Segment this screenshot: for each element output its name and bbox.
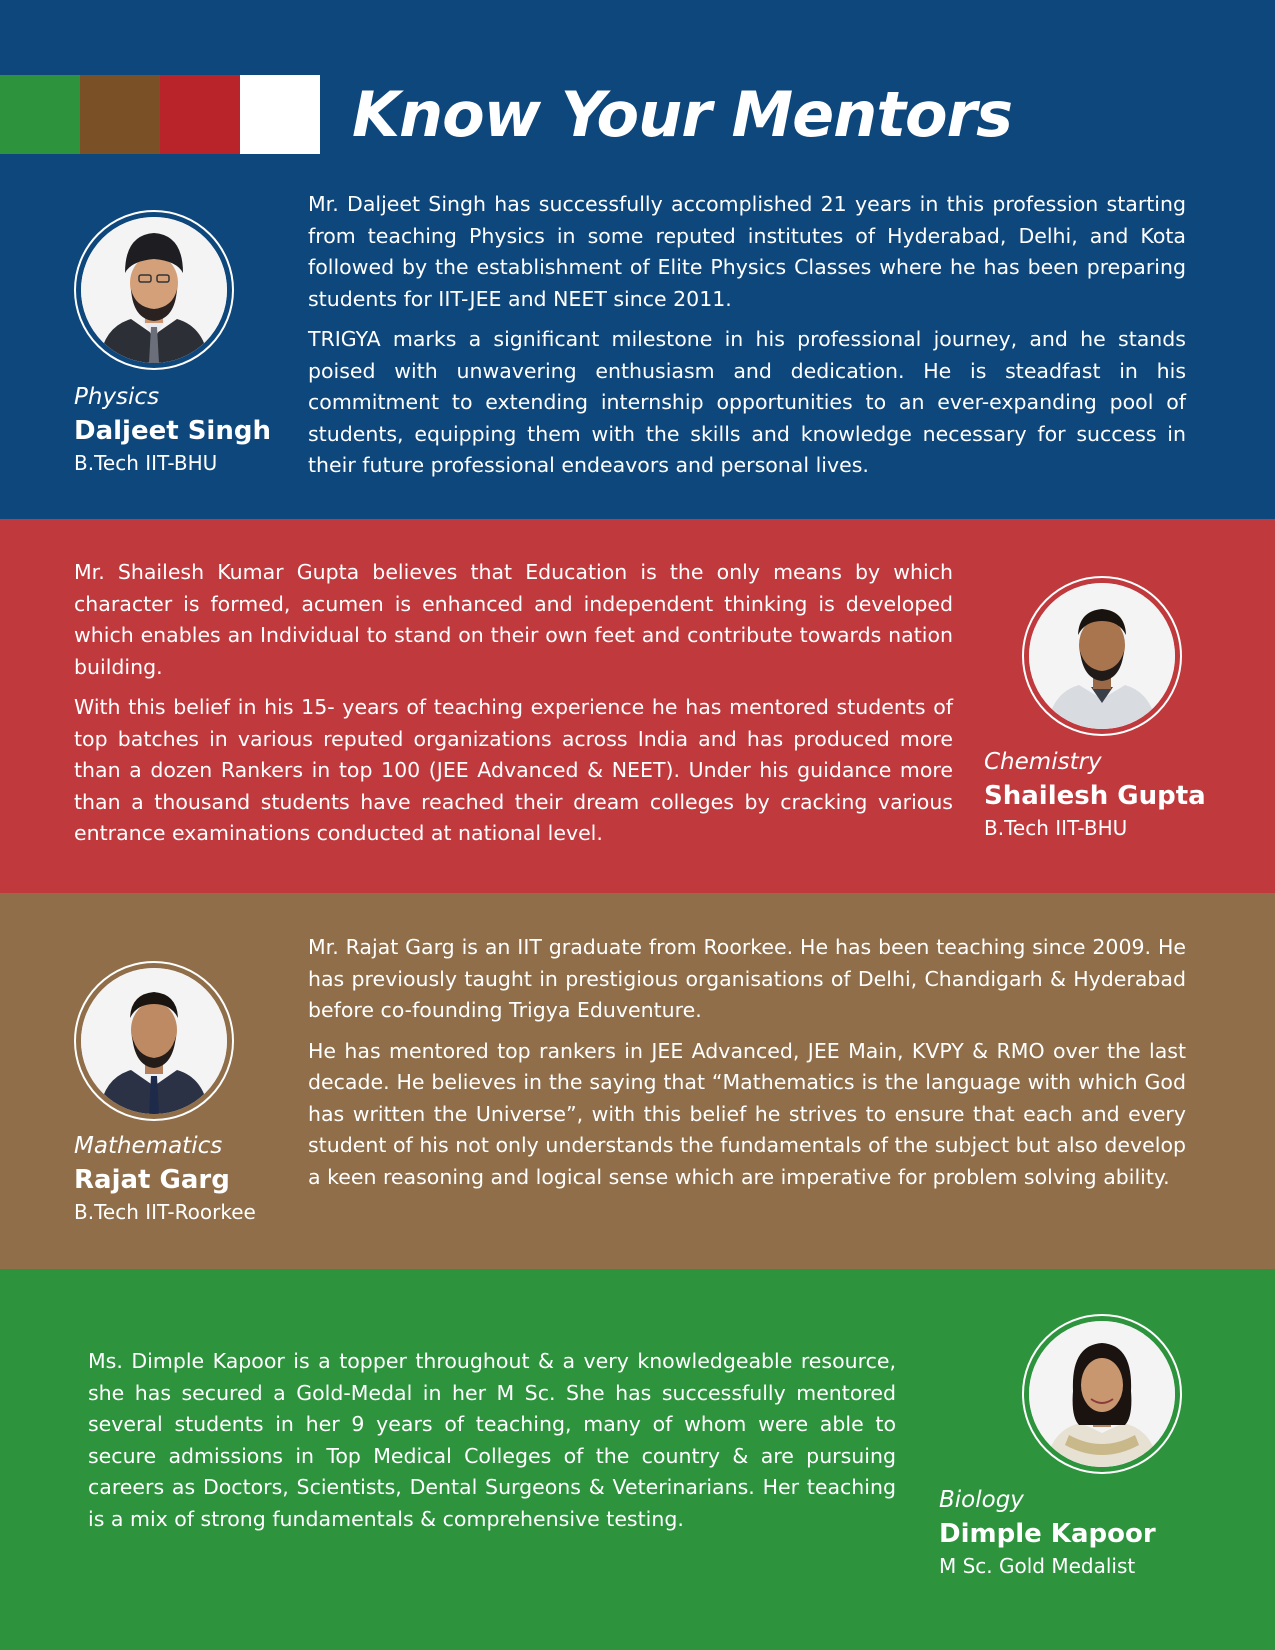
header-stripe-white — [240, 75, 320, 154]
mentor-photo-frame — [74, 210, 234, 370]
mentor-qualification: M Sc. Gold Medalist — [939, 1554, 1136, 1578]
bio-paragraph: With this belief in his 15- years of teaching experience he has mentored students of top batches in various reputed organizations across India and has produced more than a dozen Rankers in top 100 (JEE Advanced & NEET). Under his guidance more than a thousand students have reached their dream colleges by cracking various entrance examinations conducted at national level. — [74, 695, 953, 845]
mentor-qualification: B.Tech IIT-BHU — [74, 451, 218, 475]
mentor-photo-smiling-man — [1029, 583, 1175, 729]
mentor-photo-turban-man — [81, 217, 227, 363]
mentor-subject: Mathematics — [74, 1133, 223, 1159]
mentor-photo-frame — [74, 961, 234, 1121]
mentor-photo-suited-man — [81, 968, 227, 1114]
bio-paragraph: TRIGYA marks a significant milestone in his professional journey, and he stands poised with unwavering enthusiasm and dedication. He is steadfast in his commitment to extending internship opportunities to an ever-expanding pool of students, equipping them with the skills and knowledge necessary for success in their future professional endeavors and personal lives. — [308, 327, 1186, 477]
mentor-bio — [88, 1346, 896, 1544]
page-title: Know Your Mentors — [352, 78, 1013, 151]
mentor-photo-frame — [1022, 1314, 1182, 1474]
mentor-name: Daljeet Singh — [74, 416, 271, 446]
mentor-photo-woman — [1029, 1321, 1175, 1467]
mentor-bio — [308, 932, 1186, 1202]
mentor-qualification: B.Tech IIT-Roorkee — [74, 1200, 256, 1224]
header-stripe-green — [0, 75, 80, 154]
header-stripe-brown — [80, 75, 160, 154]
mentor-subject: Biology — [939, 1487, 1024, 1513]
mentor-subject: Physics — [74, 384, 160, 410]
mentor-bio — [74, 557, 953, 859]
mentor-name: Shailesh Gupta — [984, 781, 1206, 811]
mentor-subject: Chemistry — [984, 749, 1102, 775]
header-stripe-red — [160, 75, 240, 154]
bio-paragraph: Mr. Rajat Garg is an IIT graduate from Roorkee. He has been teaching since 2009. He has previously taught in prestigious organisations of Delhi, Chandigarh & Hyderabad before co-founding Trigya Eduventure. — [308, 935, 1186, 1022]
mentor-photo-frame — [1022, 576, 1182, 736]
bio-paragraph: Mr. Daljeet Singh has successfully accomplished 21 years in this profession starting from teaching Physics in some reputed institutes of Hyderabad, Delhi, and Kota followed by the establishment of Elite Physics Classes where he has been preparing students for IIT-JEE and NEET since 2011. — [308, 192, 1186, 311]
bio-paragraph: Ms. Dimple Kapoor is a topper throughout & a very knowledgeable resource, she has secured a Gold-Medal in her M Sc. She has successfully mentored several students in her 9 years of teaching, many of whom were able to secure admissions in Top Medical Colleges of the country & are pursuing careers as Doctors, Scientists, Dental Surgeons & Veterinarians. Her teaching is a mix of strong fundamentals & comprehensive testing. — [88, 1349, 896, 1531]
bio-paragraph: He has mentored top rankers in JEE Advanced, JEE Main, KVPY & RMO over the last decade. He believes in the saying that “Mathematics is the language with which God has written the Universe”, with this belief he strives to ensure that each and every student of his not only understands the fundamentals of the subject but also develop a keen reasoning and logical sense which are imperative for problem solving ability. — [308, 1038, 1186, 1189]
mentor-bio — [308, 189, 1186, 491]
bio-paragraph: Mr. Shailesh Kumar Gupta believes that Education is the only means by which character is formed, acumen is enhanced and independent thinking is developed which enables an Individual to stand on their own feet and contribute towards nation building. — [74, 560, 953, 679]
mentor-name: Dimple Kapoor — [939, 1519, 1156, 1549]
mentor-name: Rajat Garg — [74, 1165, 230, 1195]
mentor-qualification: B.Tech IIT-BHU — [984, 816, 1128, 840]
